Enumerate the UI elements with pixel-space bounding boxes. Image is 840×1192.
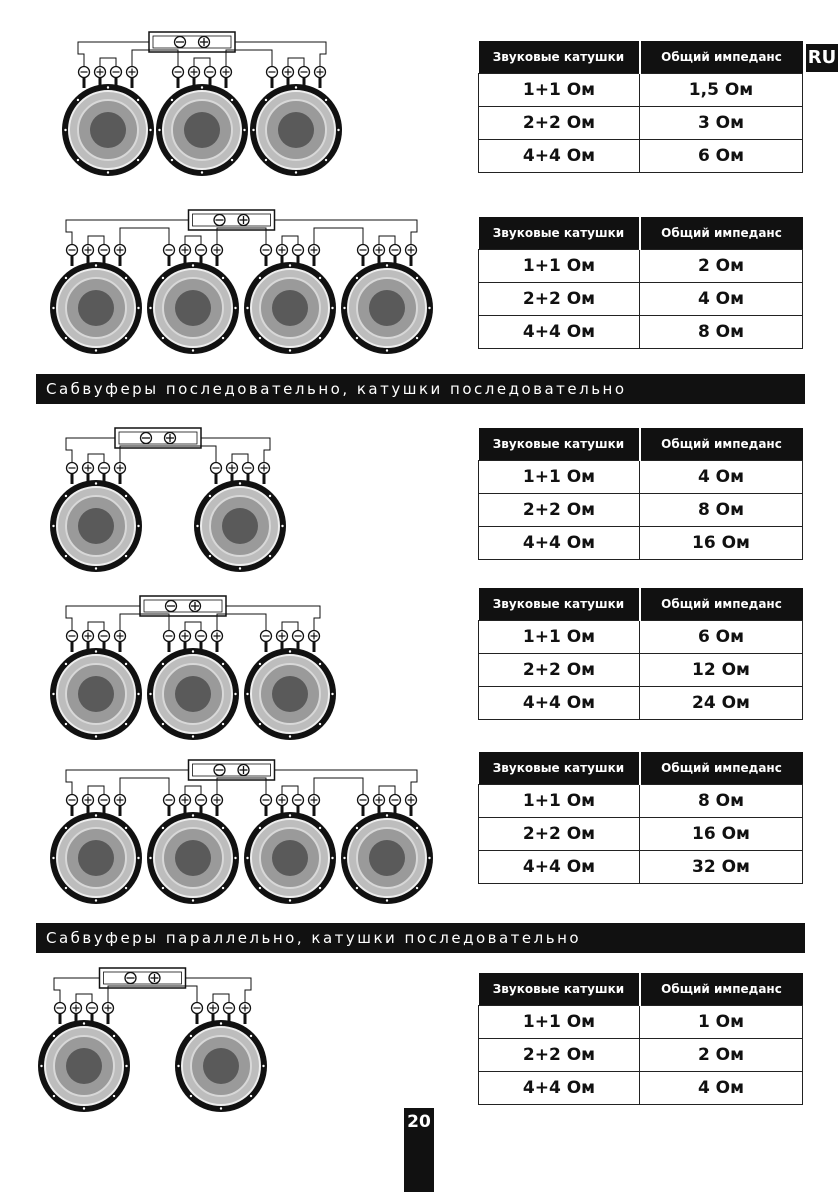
- impedance-cell: 4 Ом: [640, 1072, 803, 1105]
- mounting-hole-icon: [53, 1095, 55, 1097]
- header-coils: Звуковые катушки: [479, 217, 640, 250]
- mounting-hole-icon: [220, 1107, 222, 1109]
- mounting-hole-icon: [177, 1065, 179, 1067]
- coils-cell: 1+1 Ом: [479, 621, 640, 654]
- table-row: [479, 74, 803, 107]
- language-badge: RU: [806, 44, 838, 72]
- impedance-table-1: [478, 41, 803, 173]
- header-impedance: Общий импеданс: [640, 588, 803, 621]
- impedance-cell: 16 Ом: [640, 818, 803, 851]
- header-coils: Звуковые катушки: [479, 973, 640, 1006]
- mounting-hole-icon: [250, 1095, 252, 1097]
- coils-cell: 2+2 Ом: [479, 818, 640, 851]
- header-impedance: Общий импеданс: [640, 752, 803, 785]
- table-row: [479, 527, 803, 560]
- header-impedance: Общий импеданс: [640, 428, 803, 461]
- table-row: [479, 818, 803, 851]
- table-row: [479, 1039, 803, 1072]
- coils-cell: 2+2 Ом: [479, 283, 640, 316]
- coils-cell: 1+1 Ом: [479, 74, 640, 107]
- table-row: [479, 316, 803, 349]
- mounting-hole-icon: [83, 1107, 85, 1109]
- coils-cell: 4+4 Ом: [479, 1072, 640, 1105]
- subwoofer-dust-cap: [66, 1048, 102, 1084]
- impedance-cell: 4 Ом: [640, 283, 803, 316]
- table-row: [479, 461, 803, 494]
- table-row: [479, 1072, 803, 1105]
- impedance-cell: 2 Ом: [640, 250, 803, 283]
- table-row: [479, 250, 803, 283]
- impedance-table-6: [478, 973, 803, 1105]
- amp-positive-wire: [186, 978, 252, 1002]
- coils-cell: 1+1 Ом: [479, 250, 640, 283]
- coils-cell: 4+4 Ом: [479, 527, 640, 560]
- table-row: [479, 687, 803, 720]
- table-row: [479, 785, 803, 818]
- table-row: [479, 107, 803, 140]
- impedance-cell: 16 Ом: [640, 527, 803, 560]
- impedance-cell: 1 Ом: [640, 1006, 803, 1039]
- coils-cell: 2+2 Ом: [479, 494, 640, 527]
- header-coils: Звуковые катушки: [479, 588, 640, 621]
- impedance-cell: 1,5 Ом: [640, 74, 803, 107]
- impedance-cell: 24 Ом: [640, 687, 803, 720]
- impedance-cell: 12 Ом: [640, 654, 803, 687]
- table-row: [479, 1006, 803, 1039]
- mounting-hole-icon: [190, 1035, 192, 1037]
- section-header-series-series: Сабвуферы последовательно, катушки последовательно: [36, 374, 805, 404]
- coils-cell: 1+1 Ом: [479, 461, 640, 494]
- mounting-hole-icon: [83, 1022, 85, 1024]
- mounting-hole-icon: [113, 1035, 115, 1037]
- coils-cell: 1+1 Ом: [479, 785, 640, 818]
- coils-cell: 4+4 Ом: [479, 687, 640, 720]
- coils-cell: 1+1 Ом: [479, 1006, 640, 1039]
- impedance-cell: 4 Ом: [640, 461, 803, 494]
- coils-cell: 4+4 Ом: [479, 140, 640, 173]
- header-coils: Звуковые катушки: [479, 41, 640, 74]
- mounting-hole-icon: [250, 1035, 252, 1037]
- page-number: 20: [404, 1108, 434, 1192]
- impedance-table-5: [478, 752, 803, 884]
- table-row: [479, 654, 803, 687]
- mounting-hole-icon: [40, 1065, 42, 1067]
- mounting-hole-icon: [113, 1095, 115, 1097]
- amp-negative-wire: [54, 978, 100, 1002]
- coils-cell: 2+2 Ом: [479, 1039, 640, 1072]
- mounting-hole-icon: [125, 1065, 127, 1067]
- coil-jumper-wire: [213, 994, 229, 1002]
- coils-cell: 2+2 Ом: [479, 654, 640, 687]
- impedance-cell: 3 Ом: [640, 107, 803, 140]
- impedance-cell: 8 Ом: [640, 785, 803, 818]
- section-header-parallel-series: Сабвуферы параллельно, катушки последовательно: [36, 923, 805, 953]
- coil-jumper-wire: [76, 994, 92, 1002]
- coils-cell: 2+2 Ом: [479, 107, 640, 140]
- header-coils: Звуковые катушки: [479, 428, 640, 461]
- impedance-cell: 8 Ом: [640, 494, 803, 527]
- impedance-table-4: [478, 588, 803, 720]
- table-row: [479, 494, 803, 527]
- impedance-table-3: [478, 428, 803, 560]
- table-row: [479, 140, 803, 173]
- header-impedance: Общий импеданс: [640, 41, 803, 74]
- impedance-cell: 32 Ом: [640, 851, 803, 884]
- coils-cell: 4+4 Ом: [479, 316, 640, 349]
- impedance-cell: 6 Ом: [640, 621, 803, 654]
- header-impedance: Общий импеданс: [640, 217, 803, 250]
- amplifier-box: [100, 968, 186, 988]
- coils-cell: 4+4 Ом: [479, 851, 640, 884]
- impedance-cell: 6 Ом: [640, 140, 803, 173]
- mounting-hole-icon: [190, 1095, 192, 1097]
- impedance-cell: 2 Ом: [640, 1039, 803, 1072]
- subwoofer-dust-cap: [203, 1048, 239, 1084]
- table-row: [479, 851, 803, 884]
- header-impedance: Общий импеданс: [640, 973, 803, 1006]
- mounting-hole-icon: [220, 1022, 222, 1024]
- header-coils: Звуковые катушки: [479, 752, 640, 785]
- impedance-table-2: [478, 217, 803, 349]
- table-row: [479, 283, 803, 316]
- impedance-cell: 8 Ом: [640, 316, 803, 349]
- mounting-hole-icon: [53, 1035, 55, 1037]
- table-row: [479, 621, 803, 654]
- mounting-hole-icon: [262, 1065, 264, 1067]
